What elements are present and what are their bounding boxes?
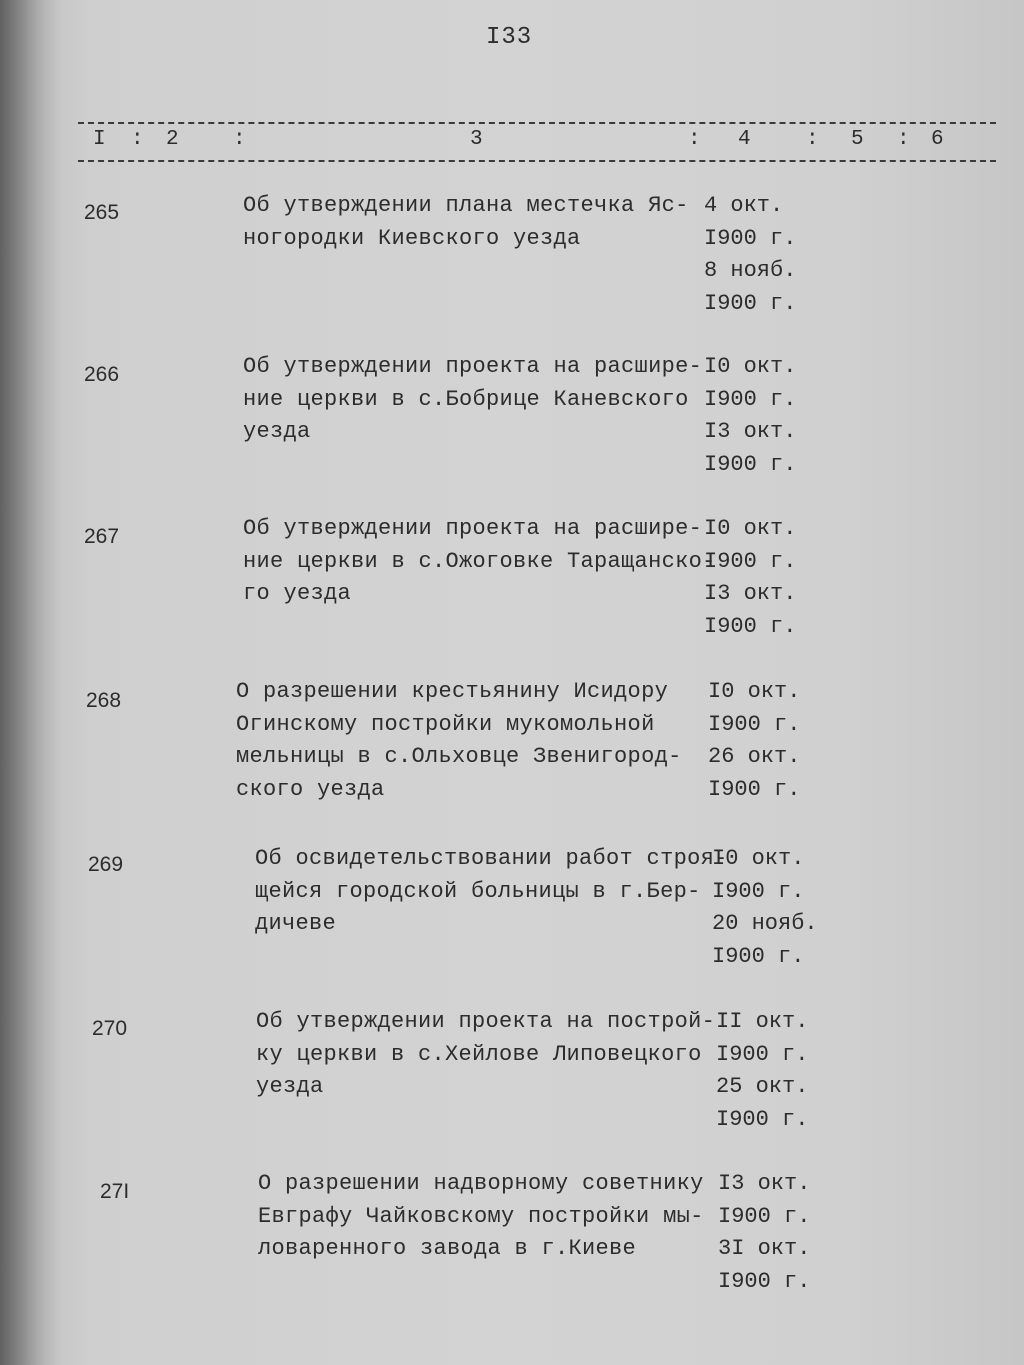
entry-description — [243, 190, 713, 255]
entry-description — [258, 1168, 728, 1266]
entry-description — [243, 351, 713, 449]
date-start: 4 окт. — [704, 193, 784, 218]
column-header-5: 5 — [851, 128, 864, 151]
date-end-year: I900 г. — [704, 290, 797, 316]
column-header-3: 3 — [470, 128, 483, 151]
description-line: Евграфу Чайковскому постройки мы- — [258, 1203, 704, 1229]
date-start-year: I900 г. — [704, 548, 797, 574]
date-end-year: I900 г. — [718, 1268, 811, 1294]
entry-number: 270 — [92, 1017, 128, 1040]
description-line: ние церкви в с.Бобрице Каневского — [243, 386, 689, 412]
header-rule-top — [78, 122, 996, 124]
date-start-year: I900 г. — [708, 711, 801, 737]
date-end: I3 окт. — [704, 419, 797, 444]
entry-number: 267 — [84, 525, 120, 548]
date-start-year: I900 г. — [716, 1041, 809, 1067]
entry-dates — [708, 676, 800, 806]
column-separator: : — [233, 128, 246, 151]
column-separator: : — [806, 128, 819, 151]
date-end-year: I900 г. — [704, 451, 797, 477]
description-line: уезда — [243, 419, 311, 444]
date-start: I0 окт. — [708, 679, 801, 704]
date-end: I3 окт. — [704, 581, 797, 606]
description-line: ку церкви в с.Хейлове Липовецкого — [256, 1041, 702, 1067]
date-start-year: I900 г. — [718, 1203, 811, 1229]
date-end: 20 нояб. — [712, 911, 818, 936]
description-line: Об утверждении проекта на расшире- — [243, 354, 703, 379]
description-line: го уезда — [243, 581, 352, 606]
entry-number: 266 — [84, 363, 120, 386]
description-line: Об освидетельствовании работ строя- — [255, 846, 728, 871]
description-line: ногородки Киевского уезда — [243, 225, 581, 251]
date-start: I0 окт. — [712, 846, 805, 871]
description-line: Огинскому постройки мукомольной — [236, 711, 655, 737]
date-start: I0 окт. — [704, 516, 797, 541]
date-start-year: I900 г. — [704, 386, 797, 412]
date-end-year: I900 г. — [704, 613, 797, 639]
column-header-1: I — [93, 128, 106, 151]
date-start: I3 окт. — [718, 1171, 811, 1196]
entry-dates — [704, 513, 796, 643]
description-line: О разрешении надворному советнику — [258, 1171, 704, 1196]
description-line: ловаренного завода в г.Киеве — [258, 1236, 637, 1261]
description-line: О разрешении крестьянину Исидору — [236, 679, 669, 704]
entry-number: 27I — [100, 1180, 130, 1203]
column-separator: : — [897, 128, 910, 151]
entry-dates — [718, 1168, 810, 1298]
entry-description — [243, 513, 716, 611]
entry-number: 265 — [84, 201, 120, 224]
page-number: I33 — [486, 24, 533, 51]
description-line: Об утверждении проекта на построй- — [256, 1009, 716, 1034]
entry-description — [256, 1006, 726, 1104]
column-separator: : — [688, 128, 701, 151]
date-end-year: I900 г. — [716, 1106, 809, 1132]
column-header-2: 2 — [166, 128, 179, 151]
date-end-year: I900 г. — [708, 776, 801, 802]
entry-dates — [716, 1006, 808, 1136]
date-start: I0 окт. — [704, 354, 797, 379]
description-line: щейся городской больницы в г.Бер- — [255, 878, 701, 904]
date-end: 26 окт. — [708, 744, 801, 769]
column-header-4: 4 — [738, 128, 751, 151]
page-shadow-edge — [0, 0, 60, 1365]
entry-dates — [704, 351, 796, 481]
entry-description — [255, 843, 728, 941]
description-line: ского уезда — [236, 776, 385, 802]
entry-description — [236, 676, 706, 806]
description-line: Об утверждении проекта на расшире- — [243, 516, 703, 541]
entry-number: 269 — [88, 853, 124, 876]
column-separator: : — [131, 128, 144, 151]
date-start-year: I900 г. — [704, 225, 797, 251]
entry-dates — [704, 190, 796, 320]
description-line: мельницы в с.Ольховце Звенигород- — [236, 744, 682, 769]
column-header-6: 6 — [931, 128, 944, 151]
entry-number: 268 — [86, 689, 122, 712]
date-end: 8 нояб. — [704, 258, 797, 283]
date-end: 3I окт. — [718, 1236, 811, 1261]
date-end-year: I900 г. — [712, 943, 805, 969]
description-line: Об утверждении плана местечка Яс- — [243, 193, 689, 218]
description-line: ние церкви в с.Ожоговке Таращанско- — [243, 548, 716, 574]
description-line: дичеве — [255, 911, 337, 936]
header-rule-bottom — [78, 160, 996, 162]
date-end: 25 окт. — [716, 1074, 809, 1099]
date-start: II окт. — [716, 1009, 809, 1034]
entry-dates — [712, 843, 818, 973]
date-start-year: I900 г. — [712, 878, 805, 904]
description-line: уезда — [256, 1074, 324, 1099]
